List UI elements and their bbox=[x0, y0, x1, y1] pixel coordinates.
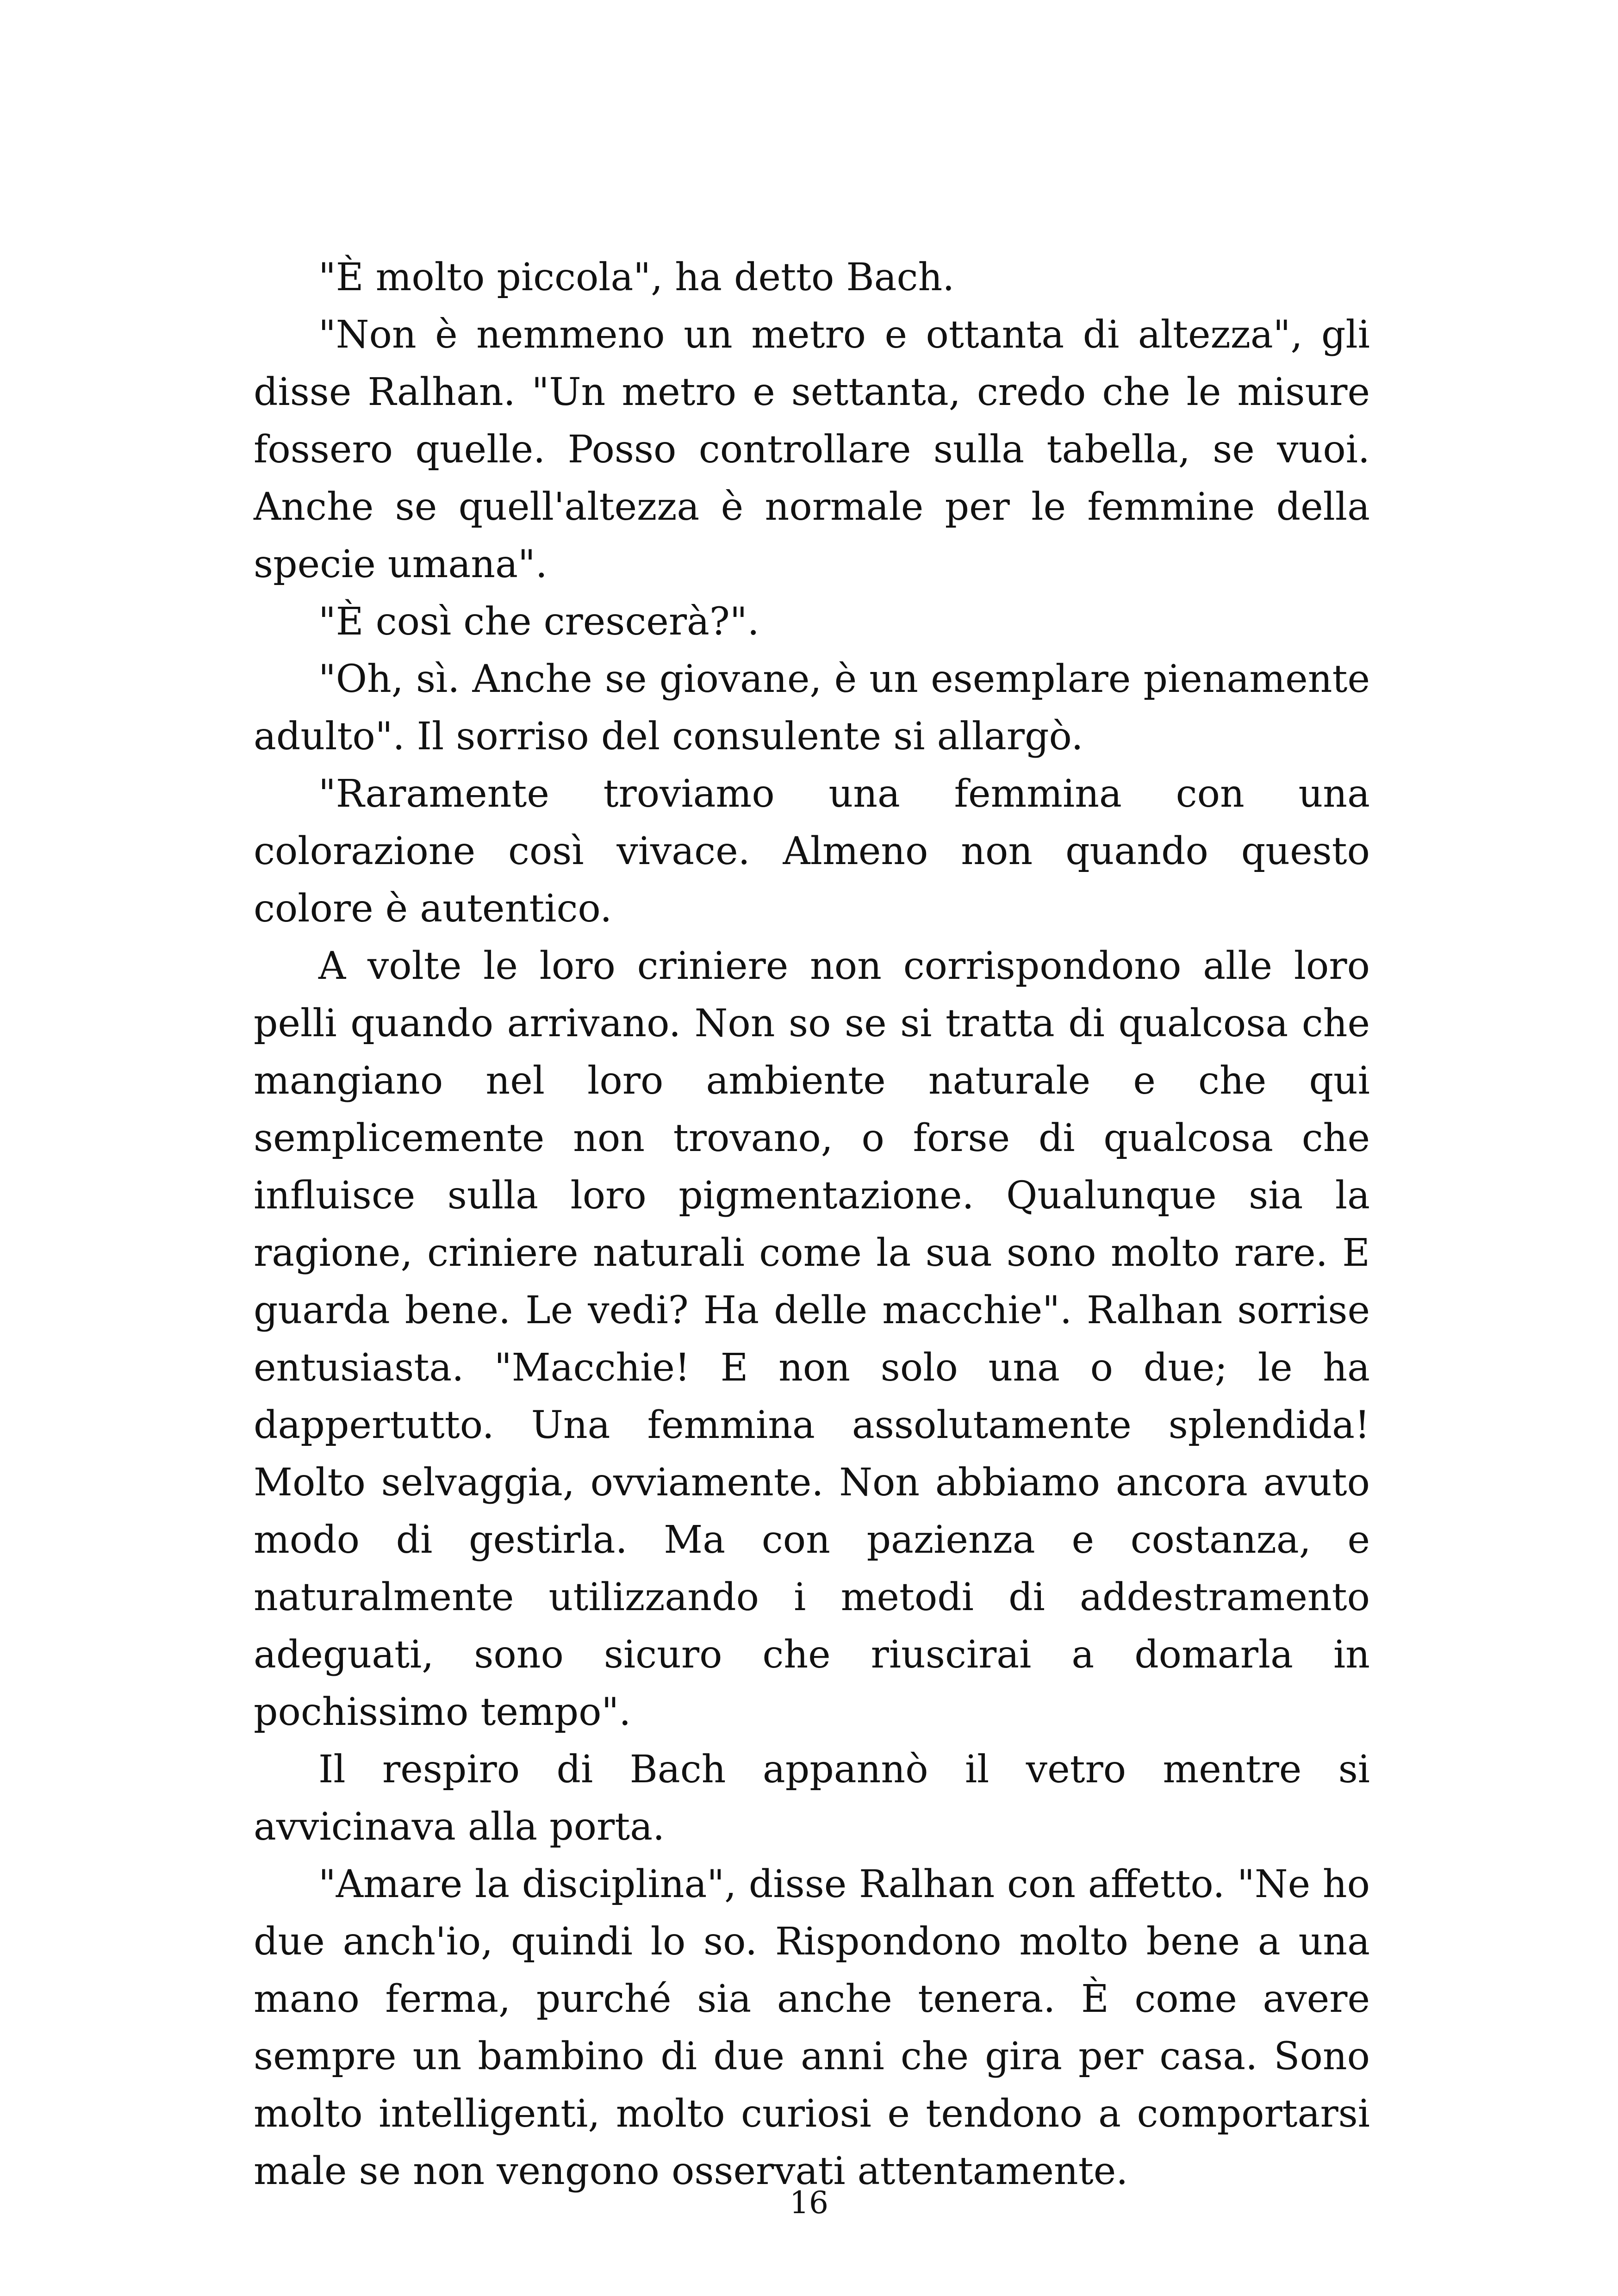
body-text bbox=[254, 249, 1370, 2200]
paragraph: Il respiro di Bach appannò il vetro mentre si avvicinava alla porta. bbox=[254, 1748, 1370, 1849]
paragraph: A volte le loro criniere non corrispondono alle loro pelli quando arrivano. Non so se si tratta di qualcosa che mangiano nel loro ambiente naturale e che qui semplicemente non trovano, o forse di qualcosa che influisce sulla loro pigmentazione. Qualunque sia la ragione, criniere naturali come la sua sono molto rare. E guarda bene. Le vedi? Ha delle macchie". Ralhan sorrise entusiasta. "Macchie! E non solo una o due; le ha dappertutto. Una femmina assolutamente splendida! Molto selvaggia, ovviamente. Non abbiamo ancora avuto modo di gestirla. Ma con pazienza e costanza, e naturalmente utilizzando i metodi di addestramento adeguati, sono sicuro che riuscirai a domarla in pochissimo tempo". bbox=[254, 944, 1370, 1734]
paragraph: "È così che crescerà?". bbox=[318, 600, 759, 644]
paragraph: "Amare la disciplina", disse Ralhan con affetto. "Ne ho due anch'io, quindi lo so. Rispondono molto bene a una mano ferma, purché sia anche tenera. È come avere sempre un bambino di due anni che gira per casa. Sono molto intelligenti, molto curiosi e tendono a comportarsi male se non vengono osservati attentamente. bbox=[254, 1862, 1370, 2193]
page-number: 16 bbox=[790, 2185, 828, 2221]
paragraph: "Oh, sì. Anche se giovane, è un esemplare pienamente adulto". Il sorriso del consulente si allargò. bbox=[254, 657, 1370, 759]
paragraph: "Non è nemmeno un metro e ottanta di altezza", gli disse Ralhan. "Un metro e settanta, credo che le misure fossero quelle. Posso controllare sulla tabella, se vuoi. Anche se quell'altezza è normale per le femmine della specie umana". bbox=[254, 313, 1370, 586]
paragraph: "È molto piccola", ha detto Bach. bbox=[318, 255, 955, 299]
paragraph: "Raramente troviamo una femmina con una colorazione così vivace. Almeno non quando questo colore è autentico. bbox=[254, 772, 1370, 931]
